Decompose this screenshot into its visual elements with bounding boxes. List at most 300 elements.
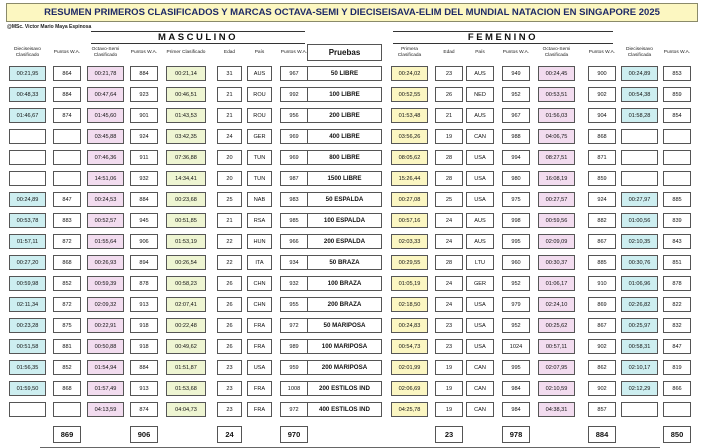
f-primera-time: 04:25,78 <box>391 402 428 417</box>
m-octavo-time: 04:13,59 <box>87 402 124 417</box>
m-dieciseisavo-points: 875 <box>53 318 81 333</box>
f-primera-country: USA <box>466 192 494 207</box>
f-primera-time: 00:29,55 <box>391 255 428 270</box>
f-primera-time: 03:56,26 <box>391 129 428 144</box>
event-name: 100 MARIPOSA <box>307 339 382 354</box>
m-primer-country: FRA <box>247 339 272 354</box>
m-primer-age: 20 <box>217 150 242 165</box>
f-octavo-points: 871 <box>588 150 616 165</box>
m-primer-country: TUN <box>247 150 272 165</box>
m-primer-age: 26 <box>217 276 242 291</box>
f-primera-time: 01:53,48 <box>391 108 428 123</box>
m-primer-time: 00:49,62 <box>166 339 206 354</box>
m-primer-country: CHN <box>247 297 272 312</box>
header-f-octavo-time: Octavo-Semi Clasificada <box>542 47 571 58</box>
f-octavo-points: 902 <box>588 381 616 396</box>
m-primer-time: 00:26,54 <box>166 255 206 270</box>
m-primer-time: 00:23,68 <box>166 192 206 207</box>
f-octavo-points: 885 <box>588 255 616 270</box>
f-octavo-points: 859 <box>588 171 616 186</box>
m-octavo-points: 906 <box>130 234 158 249</box>
m-dieciseisavo-points: 852 <box>53 276 81 291</box>
f-dieciseisavo-points: 847 <box>663 339 691 354</box>
m-octavo-time: 00:47,64 <box>87 87 124 102</box>
f-primera-time: 00:54,73 <box>391 339 428 354</box>
f-primera-time: 02:01,99 <box>391 360 428 375</box>
m-primer-points: 966 <box>280 234 308 249</box>
event-name: 1500 LIBRE <box>307 171 382 186</box>
m-octavo-time: 07:46,36 <box>87 150 124 165</box>
f-primera-time: 00:24,02 <box>391 66 428 81</box>
event-name: 50 ESPALDA <box>307 192 382 207</box>
f-octavo-time: 00:57,11 <box>538 339 575 354</box>
f-total-primera-age: 23 <box>435 426 463 443</box>
f-primera-points: 994 <box>502 150 530 165</box>
m-primer-time: 03:42,35 <box>166 129 206 144</box>
f-octavo-time: 16:08,19 <box>538 171 575 186</box>
m-primer-points: 972 <box>280 318 308 333</box>
f-octavo-points: 902 <box>588 87 616 102</box>
m-octavo-points: 924 <box>130 129 158 144</box>
f-primera-age: 23 <box>435 339 463 354</box>
m-dieciseisavo-time <box>9 129 46 144</box>
f-primera-country: CAN <box>466 402 494 417</box>
f-dieciseisavo-points: 839 <box>663 213 691 228</box>
f-primera-country: USA <box>466 171 494 186</box>
f-primera-country: GER <box>466 276 494 291</box>
m-primer-points: 967 <box>280 66 308 81</box>
m-primer-time: 01:51,87 <box>166 360 206 375</box>
event-name: 400 ESTILOS IND <box>307 402 382 417</box>
f-primera-age: 19 <box>435 381 463 396</box>
m-dieciseisavo-time: 00:21,95 <box>9 66 46 81</box>
m-primer-age: 24 <box>217 129 242 144</box>
m-primer-time: 00:46,51 <box>166 87 206 102</box>
m-dieciseisavo-time: 00:48,33 <box>9 87 46 102</box>
m-primer-points: 1008 <box>280 381 308 396</box>
event-name: 200 ESPALDA <box>307 234 382 249</box>
f-primera-country: AUS <box>466 213 494 228</box>
m-primer-country: RSA <box>247 213 272 228</box>
m-octavo-time: 14:51,06 <box>87 171 124 186</box>
m-primer-points: 969 <box>280 150 308 165</box>
m-primer-country: NAB <box>247 192 272 207</box>
m-dieciseisavo-time <box>9 171 46 186</box>
m-octavo-time: 01:54,94 <box>87 360 124 375</box>
m-dieciseisavo-time: 01:56,35 <box>9 360 46 375</box>
section-masculino: MASCULINO <box>91 31 305 44</box>
f-dieciseisavo-time: 01:58,28 <box>621 108 658 123</box>
m-dieciseisavo-points <box>53 402 81 417</box>
header-f-dieciseisavo-time: Dieciseisavo Clasificada <box>626 47 653 58</box>
f-primera-points: 979 <box>502 297 530 312</box>
f-primera-points: 952 <box>502 276 530 291</box>
f-primera-age: 24 <box>435 213 463 228</box>
f-primera-age: 28 <box>435 255 463 270</box>
m-primer-country: GER <box>247 129 272 144</box>
m-octavo-time: 00:50,88 <box>87 339 124 354</box>
m-octavo-time: 00:22,91 <box>87 318 124 333</box>
f-primera-time: 08:05,62 <box>391 150 428 165</box>
f-octavo-points: 882 <box>588 213 616 228</box>
m-primer-age: 25 <box>217 192 242 207</box>
m-octavo-points: 918 <box>130 339 158 354</box>
f-primera-age: 28 <box>435 150 463 165</box>
m-primer-age: 21 <box>217 213 242 228</box>
f-dieciseisavo-points: 878 <box>663 276 691 291</box>
m-primer-country: FRA <box>247 402 272 417</box>
f-octavo-time: 00:27,57 <box>538 192 575 207</box>
f-dieciseisavo-time: 02:26,82 <box>621 297 658 312</box>
f-dieciseisavo-points: 853 <box>663 66 691 81</box>
f-primera-time: 00:52,55 <box>391 87 428 102</box>
header-f-primera-time: Primera Clasificada <box>397 47 422 58</box>
m-primer-points: 985 <box>280 213 308 228</box>
m-octavo-points: 918 <box>130 318 158 333</box>
m-dieciseisavo-points: 864 <box>53 66 81 81</box>
event-name: 100 BRAZA <box>307 276 382 291</box>
f-primera-points: 980 <box>502 171 530 186</box>
f-octavo-points: 857 <box>588 402 616 417</box>
f-octavo-points: 902 <box>588 339 616 354</box>
f-primera-points: 952 <box>502 87 530 102</box>
f-dieciseisavo-time: 00:25,97 <box>621 318 658 333</box>
f-octavo-points: 869 <box>588 297 616 312</box>
m-dieciseisavo-time: 01:46,67 <box>9 108 46 123</box>
f-primera-age: 26 <box>435 87 463 102</box>
f-dieciseisavo-time: 00:58,31 <box>621 339 658 354</box>
f-octavo-time: 00:59,56 <box>538 213 575 228</box>
f-octavo-points: 867 <box>588 234 616 249</box>
m-dieciseisavo-time <box>9 402 46 417</box>
f-primera-time: 15:26,44 <box>391 171 428 186</box>
f-primera-country: USA <box>466 339 494 354</box>
m-dieciseisavo-time: 00:53,78 <box>9 213 46 228</box>
header-pruebas: Pruebas <box>307 44 382 61</box>
m-primer-country: HUN <box>247 234 272 249</box>
m-dieciseisavo-points: 881 <box>53 339 81 354</box>
m-primer-time: 01:43,53 <box>166 108 206 123</box>
f-primera-country: NED <box>466 87 494 102</box>
m-octavo-points: 923 <box>130 87 158 102</box>
event-name: 100 ESPALDA <box>307 213 382 228</box>
f-primera-country: AUS <box>466 234 494 249</box>
f-octavo-points: 868 <box>588 129 616 144</box>
m-octavo-time: 00:59,39 <box>87 276 124 291</box>
m-primer-points: 969 <box>280 129 308 144</box>
m-primer-time: 00:22,48 <box>166 318 206 333</box>
event-name: 50 LIBRE <box>307 66 382 81</box>
f-dieciseisavo-points: 843 <box>663 234 691 249</box>
f-primera-age: 23 <box>435 66 463 81</box>
f-primera-points: 995 <box>502 360 530 375</box>
f-primera-age: 19 <box>435 129 463 144</box>
f-dieciseisavo-time: 01:00,56 <box>621 213 658 228</box>
m-primer-age: 21 <box>217 108 242 123</box>
m-primer-time: 01:53,19 <box>166 234 206 249</box>
m-primer-points: 989 <box>280 339 308 354</box>
f-total-octavo-points: 884 <box>588 426 616 443</box>
m-dieciseisavo-points <box>53 171 81 186</box>
m-primer-points: 987 <box>280 171 308 186</box>
m-primer-points: 956 <box>280 108 308 123</box>
m-primer-points: 992 <box>280 87 308 102</box>
m-dieciseisavo-time: 00:27,20 <box>9 255 46 270</box>
f-dieciseisavo-points: 859 <box>663 87 691 102</box>
m-dieciseisavo-time <box>9 150 46 165</box>
m-primer-country: FRA <box>247 381 272 396</box>
header-m-primer-country: País <box>254 50 265 55</box>
m-primer-points: 934 <box>280 255 308 270</box>
f-primera-time: 00:27,08 <box>391 192 428 207</box>
f-primera-points: 988 <box>502 129 530 144</box>
m-primer-age: 26 <box>217 297 242 312</box>
m-dieciseisavo-points: 884 <box>53 87 81 102</box>
m-octavo-time: 01:45,60 <box>87 108 124 123</box>
f-octavo-time: 00:25,62 <box>538 318 575 333</box>
event-name: 50 MARIPOSA <box>307 318 382 333</box>
m-primer-time: 02:07,41 <box>166 297 206 312</box>
m-octavo-points: 894 <box>130 255 158 270</box>
header-f-dieciseisavo-points: Puntos W.A. <box>663 50 691 55</box>
m-primer-time: 00:21,14 <box>166 66 206 81</box>
f-octavo-time: 01:06,17 <box>538 276 575 291</box>
f-octavo-points: 862 <box>588 360 616 375</box>
f-primera-time: 00:57,16 <box>391 213 428 228</box>
m-octavo-points: 884 <box>130 66 158 81</box>
m-dieciseisavo-time: 01:59,50 <box>9 381 46 396</box>
m-dieciseisavo-time: 02:11,34 <box>9 297 46 312</box>
header-m-octavo-time: Octavo-Semi Clasificado <box>91 47 120 58</box>
m-primer-time: 00:58,23 <box>166 276 206 291</box>
m-primer-age: 21 <box>217 87 242 102</box>
f-primera-points: 975 <box>502 192 530 207</box>
m-octavo-points: 913 <box>130 297 158 312</box>
f-dieciseisavo-time: 00:27,97 <box>621 192 658 207</box>
f-dieciseisavo-points <box>663 150 691 165</box>
f-dieciseisavo-points <box>663 171 691 186</box>
f-primera-time: 01:05,19 <box>391 276 428 291</box>
m-octavo-time: 00:26,93 <box>87 255 124 270</box>
f-primera-country: USA <box>466 318 494 333</box>
f-octavo-time: 00:24,45 <box>538 66 575 81</box>
f-primera-points: 995 <box>502 234 530 249</box>
f-octavo-time: 02:10,59 <box>538 381 575 396</box>
f-primera-age: 23 <box>435 318 463 333</box>
f-primera-points: 998 <box>502 213 530 228</box>
m-primer-points: 959 <box>280 360 308 375</box>
m-dieciseisavo-points <box>53 150 81 165</box>
m-octavo-time: 00:21,78 <box>87 66 124 81</box>
m-dieciseisavo-points: 872 <box>53 297 81 312</box>
m-primer-age: 22 <box>217 255 242 270</box>
f-dieciseisavo-time: 02:12,29 <box>621 381 658 396</box>
f-primera-age: 25 <box>435 192 463 207</box>
f-primera-points: 984 <box>502 381 530 396</box>
m-primer-country: ROU <box>247 87 272 102</box>
m-dieciseisavo-points: 852 <box>53 360 81 375</box>
f-octavo-time: 08:27,51 <box>538 150 575 165</box>
m-primer-time: 14:34,41 <box>166 171 206 186</box>
header-m-dieciseisavo-points: Puntos W.A. <box>53 50 81 55</box>
f-dieciseisavo-points: 866 <box>663 381 691 396</box>
f-primera-country: AUS <box>466 108 494 123</box>
event-name: 800 LIBRE <box>307 150 382 165</box>
m-octavo-time: 01:55,64 <box>87 234 124 249</box>
m-primer-country: FRA <box>247 318 272 333</box>
m-dieciseisavo-points: 872 <box>53 234 81 249</box>
m-octavo-points: 913 <box>130 381 158 396</box>
f-primera-time: 00:24,83 <box>391 318 428 333</box>
m-octavo-time: 01:57,49 <box>87 381 124 396</box>
f-octavo-time: 04:38,31 <box>538 402 575 417</box>
f-primera-country: CAN <box>466 381 494 396</box>
f-total-dieciseisavo-points: 850 <box>663 426 691 443</box>
m-dieciseisavo-points <box>53 129 81 144</box>
m-primer-time: 01:53,68 <box>166 381 206 396</box>
f-primera-points: 967 <box>502 108 530 123</box>
f-primera-age: 21 <box>435 108 463 123</box>
m-primer-age: 23 <box>217 402 242 417</box>
header-f-primera-country: País <box>475 50 485 55</box>
f-dieciseisavo-points: 854 <box>663 108 691 123</box>
f-total-primera-points: 978 <box>502 426 530 443</box>
m-dieciseisavo-time: 00:24,89 <box>9 192 46 207</box>
f-primera-points: 952 <box>502 318 530 333</box>
m-primer-country: CHN <box>247 276 272 291</box>
f-primera-age: 24 <box>435 234 463 249</box>
m-primer-country: TUN <box>247 171 272 186</box>
f-octavo-time: 04:06,75 <box>538 129 575 144</box>
m-dieciseisavo-points: 847 <box>53 192 81 207</box>
event-name: 400 LIBRE <box>307 129 382 144</box>
m-dieciseisavo-time: 00:51,58 <box>9 339 46 354</box>
m-primer-age: 23 <box>217 360 242 375</box>
m-dieciseisavo-points: 868 <box>53 381 81 396</box>
m-octavo-points: 911 <box>130 150 158 165</box>
m-dieciseisavo-points: 874 <box>53 108 81 123</box>
m-octavo-points: 874 <box>130 402 158 417</box>
f-dieciseisavo-points <box>663 402 691 417</box>
f-primera-country: USA <box>466 150 494 165</box>
f-primera-age: 19 <box>435 402 463 417</box>
m-octavo-time: 00:52,57 <box>87 213 124 228</box>
m-total-primer-points: 970 <box>280 426 308 443</box>
f-dieciseisavo-time: 02:10,17 <box>621 360 658 375</box>
f-primera-age: 24 <box>435 276 463 291</box>
m-primer-country: ITA <box>247 255 272 270</box>
m-primer-age: 31 <box>217 66 242 81</box>
f-primera-points: 960 <box>502 255 530 270</box>
m-octavo-points: 884 <box>130 360 158 375</box>
m-primer-age: 20 <box>217 171 242 186</box>
f-primera-country: CAN <box>466 129 494 144</box>
f-dieciseisavo-time: 00:24,89 <box>621 66 658 81</box>
f-primera-points: 949 <box>502 66 530 81</box>
m-octavo-time: 03:45,88 <box>87 129 124 144</box>
f-dieciseisavo-time: 00:54,38 <box>621 87 658 102</box>
m-primer-points: 932 <box>280 276 308 291</box>
m-octavo-time: 00:24,53 <box>87 192 124 207</box>
f-dieciseisavo-time <box>621 150 658 165</box>
f-primera-time: 02:06,69 <box>391 381 428 396</box>
m-primer-time: 04:04,73 <box>166 402 206 417</box>
event-name: 100 LIBRE <box>307 87 382 102</box>
event-name: 200 ESTILOS IND <box>307 381 382 396</box>
event-name: 50 BRAZA <box>307 255 382 270</box>
m-dieciseisavo-time: 01:57,11 <box>9 234 46 249</box>
m-primer-country: ROU <box>247 108 272 123</box>
f-dieciseisavo-points: 822 <box>663 297 691 312</box>
f-dieciseisavo-points: 851 <box>663 255 691 270</box>
m-octavo-points: 901 <box>130 108 158 123</box>
f-dieciseisavo-points: 885 <box>663 192 691 207</box>
m-primer-points: 983 <box>280 192 308 207</box>
f-primera-country: AUS <box>466 66 494 81</box>
f-octavo-points: 910 <box>588 276 616 291</box>
f-dieciseisavo-time: 00:30,76 <box>621 255 658 270</box>
f-primera-country: USA <box>466 297 494 312</box>
header-m-octavo-points: Puntos W.A. <box>130 50 158 55</box>
f-dieciseisavo-points <box>663 129 691 144</box>
header-f-primera-points: Puntos W.A. <box>502 50 530 55</box>
f-dieciseisavo-time: 02:10,35 <box>621 234 658 249</box>
f-octavo-time: 02:09,09 <box>538 234 575 249</box>
f-octavo-time: 02:07,95 <box>538 360 575 375</box>
f-dieciseisavo-time <box>621 171 658 186</box>
f-octavo-time: 00:30,37 <box>538 255 575 270</box>
f-dieciseisavo-time <box>621 402 658 417</box>
m-primer-country: USA <box>247 360 272 375</box>
m-octavo-time: 02:09,32 <box>87 297 124 312</box>
f-primera-points: 984 <box>502 402 530 417</box>
m-dieciseisavo-time: 00:59,98 <box>9 276 46 291</box>
header-m-primer-points: Puntos W.A. <box>280 50 308 55</box>
f-primera-points: 1024 <box>502 339 530 354</box>
f-primera-time: 02:18,50 <box>391 297 428 312</box>
m-octavo-points: 932 <box>130 171 158 186</box>
m-dieciseisavo-points: 883 <box>53 213 81 228</box>
f-dieciseisavo-points: 819 <box>663 360 691 375</box>
f-dieciseisavo-points: 832 <box>663 318 691 333</box>
m-total-octavo-points: 906 <box>130 426 158 443</box>
f-octavo-time: 01:56,03 <box>538 108 575 123</box>
m-primer-points: 972 <box>280 402 308 417</box>
f-primera-country: LTU <box>466 255 494 270</box>
header-f-primera-age: Edad <box>443 50 455 55</box>
f-dieciseisavo-time: 01:06,96 <box>621 276 658 291</box>
event-name: 200 LIBRE <box>307 108 382 123</box>
f-octavo-points: 904 <box>588 108 616 123</box>
m-dieciseisavo-time: 00:23,28 <box>9 318 46 333</box>
f-octavo-points: 867 <box>588 318 616 333</box>
header-f-octavo-points: Puntos W.A. <box>588 50 616 55</box>
f-primera-age: 19 <box>435 360 463 375</box>
header-m-primer-time: Primer Clasificado <box>166 50 206 55</box>
f-octavo-points: 924 <box>588 192 616 207</box>
m-dieciseisavo-points: 868 <box>53 255 81 270</box>
m-primer-points: 955 <box>280 297 308 312</box>
m-total-dieciseisavo-points: 869 <box>53 426 81 443</box>
event-name: 200 MARIPOSA <box>307 360 382 375</box>
page-title: RESUMEN PRIMEROS CLASIFICADOS Y MARCAS OCTAVA-SEMI Y DIECISEISAVA-ELIM DEL MUNDIAL NATACION EN SINGAPORE 2025 <box>6 3 698 22</box>
section-femenino: FEMENINO <box>393 31 613 44</box>
header-m-primer-age: Edad <box>223 50 236 55</box>
f-octavo-time: 02:24,10 <box>538 297 575 312</box>
f-primera-age: 28 <box>435 171 463 186</box>
m-primer-age: 22 <box>217 234 242 249</box>
m-primer-time: 07:36,88 <box>166 150 206 165</box>
